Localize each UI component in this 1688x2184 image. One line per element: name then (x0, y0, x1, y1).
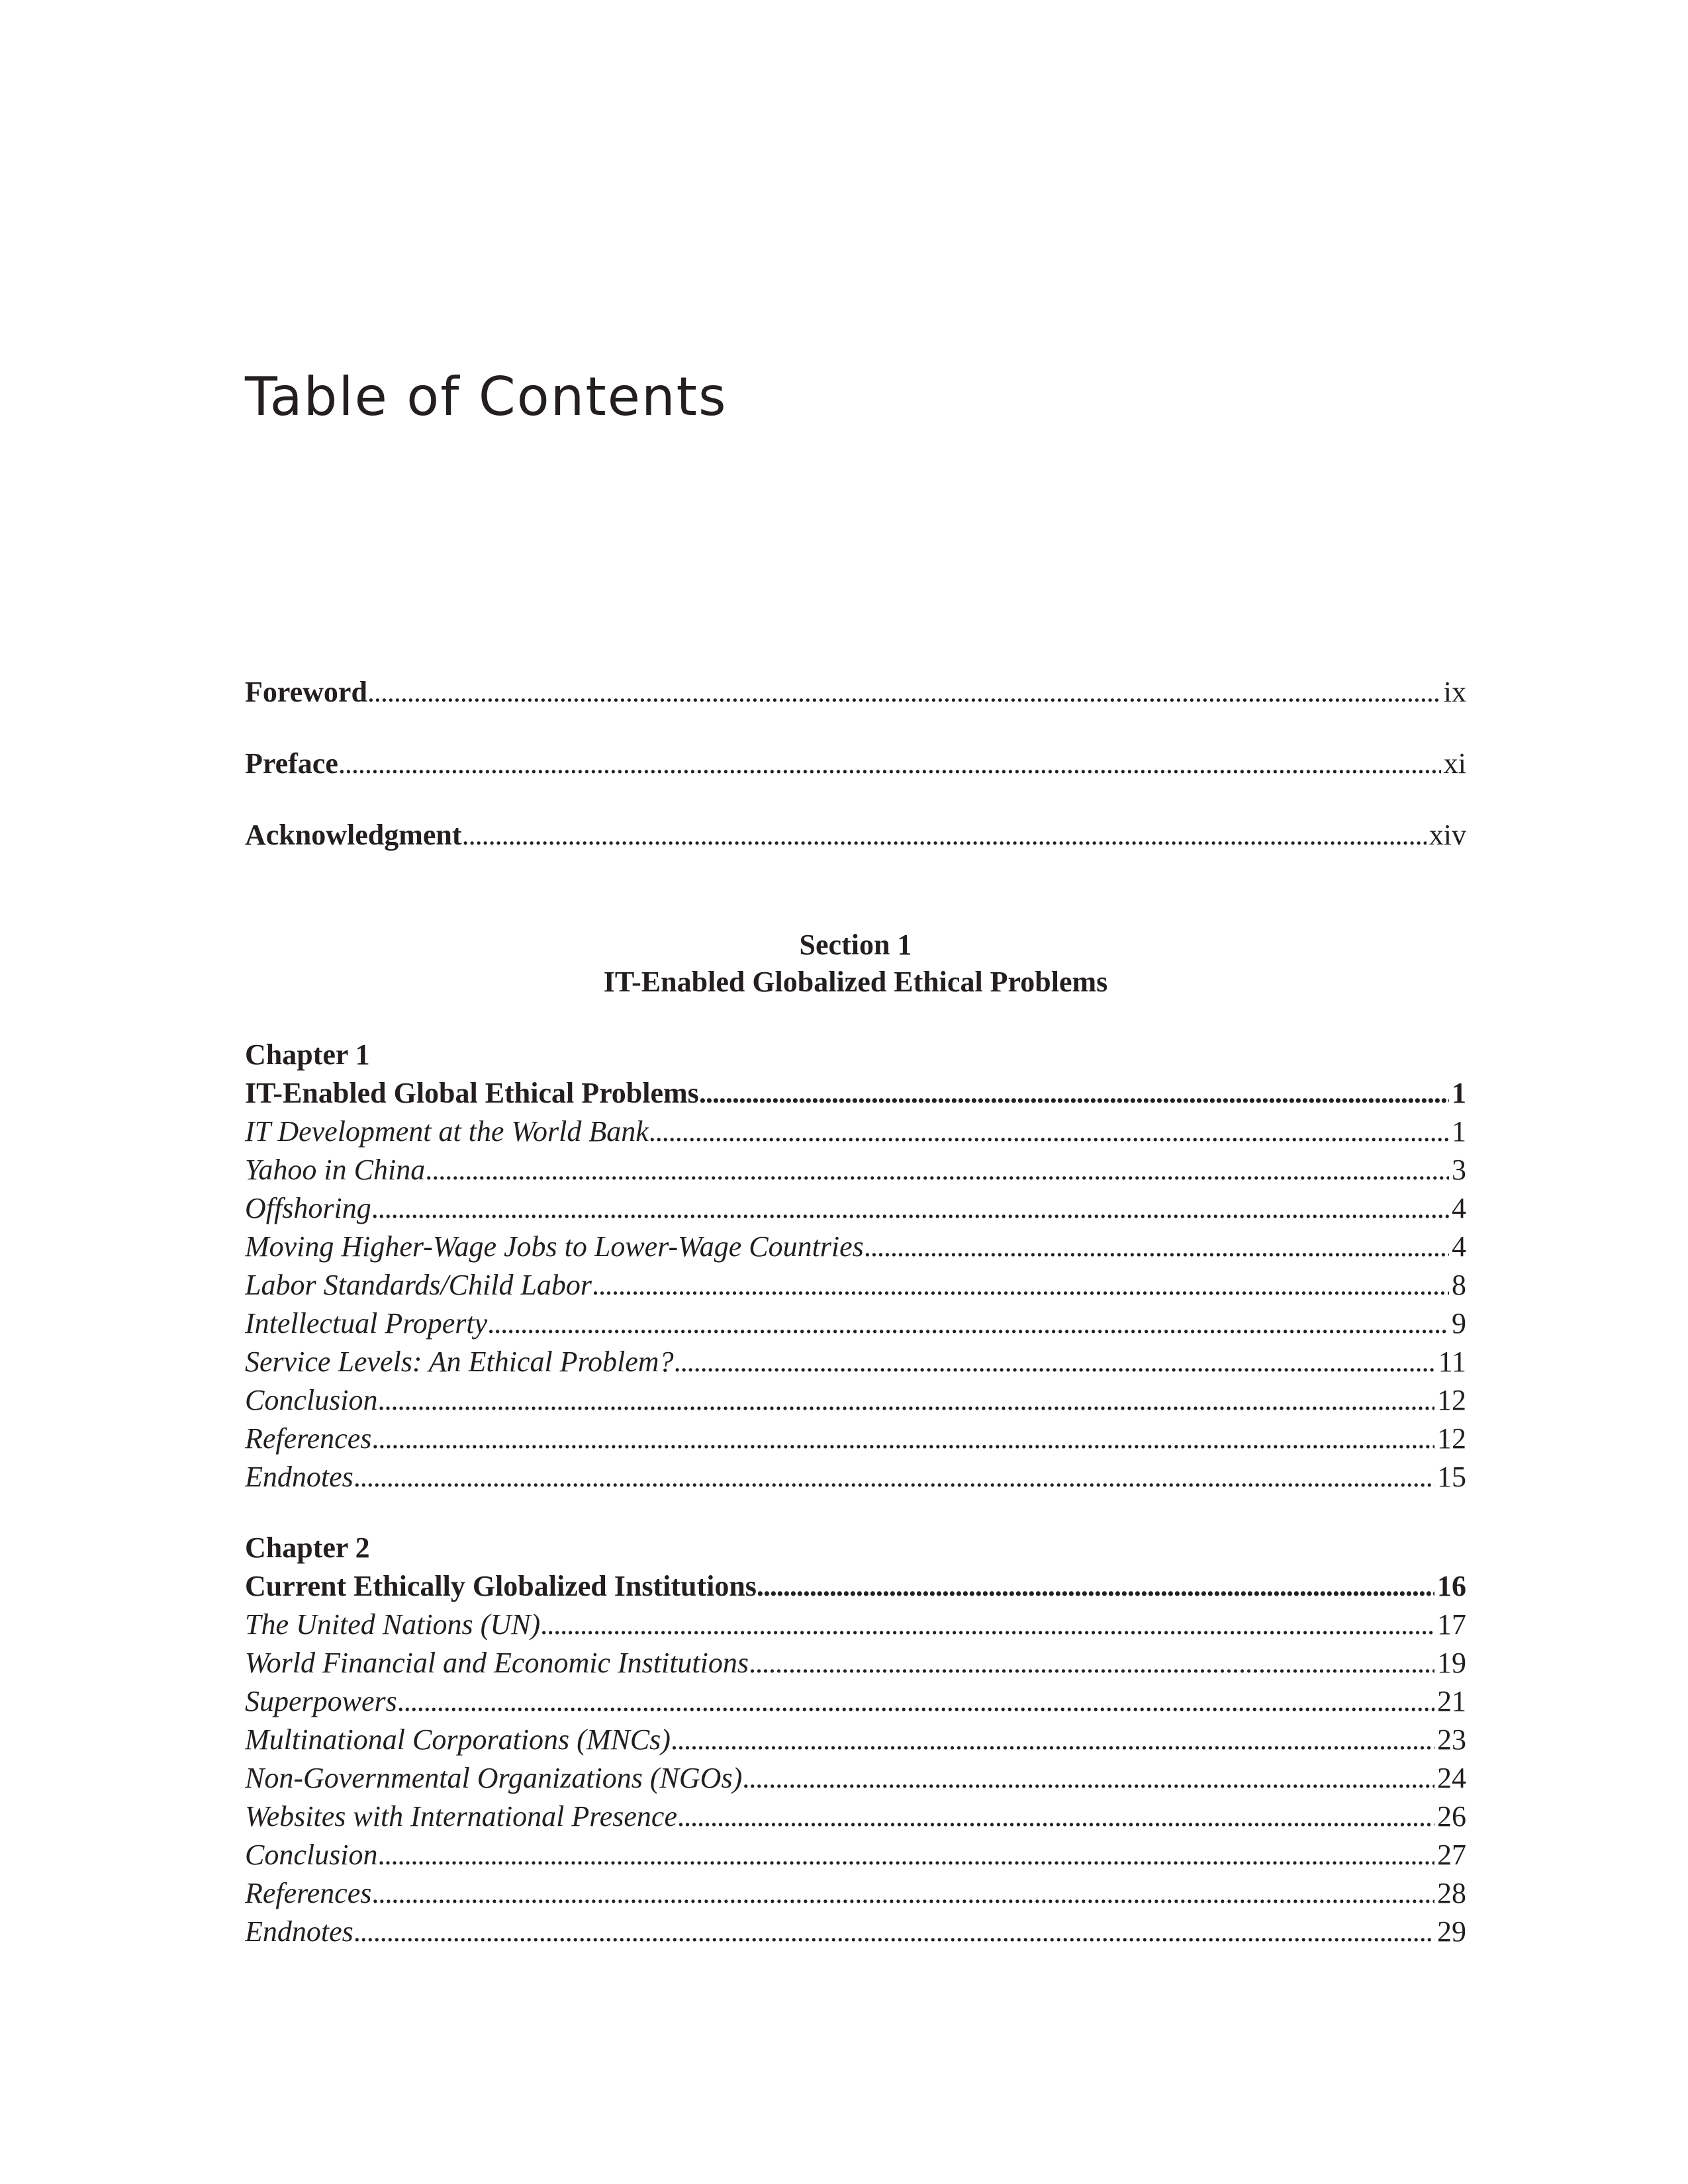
dot-leader (742, 1759, 1434, 1797)
toc-entry-page: 17 (1437, 1608, 1466, 1641)
toc-entry-page: 4 (1452, 1230, 1466, 1263)
chapter-number: Chapter 2 (245, 1531, 370, 1564)
dot-leader (671, 1721, 1434, 1759)
toc-entry-page: xi (1443, 747, 1466, 780)
dot-leader (367, 675, 1441, 709)
toc-entry-label: Yahoo in China (245, 1154, 426, 1186)
toc-entry-page: 29 (1437, 1915, 1466, 1948)
toc-entry-label: The United Nations (UN) (245, 1608, 541, 1641)
toc-entry[interactable] (245, 1420, 1466, 1458)
toc-entry-label: Labor Standards/Child Labor (245, 1269, 592, 1301)
toc-entry-page: 12 (1437, 1384, 1466, 1416)
toc-entry[interactable] (245, 1381, 1466, 1420)
toc-entry-acknowledgment[interactable] (245, 818, 1466, 889)
toc-entry[interactable] (245, 1606, 1466, 1644)
toc-entry-page: 23 (1437, 1723, 1466, 1756)
dot-leader (353, 1458, 1434, 1496)
toc-entry-page: 21 (1437, 1685, 1466, 1717)
toc-entry-label: Conclusion (245, 1384, 378, 1416)
toc-entry[interactable] (245, 1151, 1466, 1189)
toc-entry-label: Endnotes (245, 1461, 353, 1493)
toc-entry-page: xiv (1429, 819, 1466, 851)
dot-leader (699, 1074, 1449, 1113)
dot-leader (371, 1420, 1434, 1458)
toc-entry-label: Acknowledgment (245, 819, 462, 851)
toc-entry-page: 28 (1437, 1877, 1466, 1909)
dot-leader (353, 1913, 1434, 1951)
dot-leader (338, 747, 1441, 780)
toc-entry-label: Intellectual Property (245, 1307, 488, 1340)
dot-leader (677, 1797, 1434, 1836)
dot-leader (674, 1343, 1436, 1381)
chapter-title: IT-Enabled Global Ethical Problems (245, 1077, 699, 1109)
toc-entry-label: Offshoring (245, 1192, 371, 1224)
dot-leader (540, 1606, 1434, 1644)
toc-entry-label: Non-Governmental Organizations (NGOs) (245, 1762, 743, 1794)
toc-entry-label: References (245, 1877, 372, 1909)
dot-leader (462, 818, 1427, 852)
toc-entry-label: Moving Higher-Wage Jobs to Lower-Wage Countries (245, 1230, 864, 1263)
dot-leader (749, 1644, 1434, 1682)
toc-entry-foreword[interactable] (245, 675, 1466, 747)
dot-leader (592, 1266, 1449, 1304)
toc-entry[interactable] (245, 1682, 1466, 1721)
toc-entry[interactable] (245, 1228, 1466, 1266)
toc-entry[interactable] (245, 1458, 1466, 1496)
dot-leader (371, 1189, 1449, 1228)
toc-entry-page: 3 (1452, 1154, 1466, 1186)
toc-entry-page: 12 (1437, 1422, 1466, 1455)
dot-leader (649, 1113, 1449, 1151)
section-number: Section 1 (799, 929, 912, 961)
toc-entry-label: World Financial and Economic Institutions (245, 1647, 749, 1679)
dot-leader (425, 1151, 1449, 1189)
toc-entry-label: Websites with International Presence (245, 1800, 677, 1833)
toc-entry[interactable] (245, 1913, 1466, 1951)
section-title: IT-Enabled Globalized Ethical Problems (603, 966, 1108, 998)
dot-leader (377, 1381, 1434, 1420)
chapter-number: Chapter 1 (245, 1038, 370, 1071)
toc-entry[interactable] (245, 1266, 1466, 1304)
toc-entry-page: 9 (1452, 1307, 1466, 1340)
front-matter-list (245, 675, 1466, 889)
toc-entry[interactable] (245, 1759, 1466, 1797)
toc-entry-label: Conclusion (245, 1839, 378, 1871)
toc-entry-label: References (245, 1422, 372, 1455)
toc-entry-label: Service Levels: An Ethical Problem? (245, 1345, 674, 1378)
chapter-title-entry[interactable] (245, 1567, 1466, 1606)
toc-entry[interactable] (245, 1836, 1466, 1874)
toc-entry[interactable] (245, 1189, 1466, 1228)
chapter-title-entry[interactable] (245, 1074, 1466, 1113)
toc-entry-page: 1 (1452, 1115, 1466, 1148)
page-title: Table of Contents (245, 366, 727, 428)
section-heading (245, 927, 1466, 1001)
toc-entry-preface[interactable] (245, 747, 1466, 818)
dot-leader (487, 1304, 1449, 1343)
toc-entry-label: Endnotes (245, 1915, 353, 1948)
toc-entry[interactable] (245, 1113, 1466, 1151)
toc-entry-page: 11 (1438, 1345, 1466, 1378)
chapter-title: Current Ethically Globalized Institutions (245, 1570, 757, 1602)
toc-entry-page: 26 (1437, 1800, 1466, 1833)
toc-entry[interactable] (245, 1304, 1466, 1343)
toc-entry-page: 4 (1452, 1192, 1466, 1224)
toc-entry-label: IT Development at the World Bank (245, 1115, 649, 1148)
toc-entry[interactable] (245, 1874, 1466, 1913)
dot-leader (377, 1836, 1434, 1874)
toc-entry-label: Preface (245, 747, 338, 780)
toc-entry-label: Multinational Corporations (MNCs) (245, 1723, 671, 1756)
toc-entry-label: Superpowers (245, 1685, 397, 1717)
toc-entry-label: Foreword (245, 676, 367, 708)
toc-entry-page: 15 (1437, 1461, 1466, 1493)
toc-entry-page: 8 (1452, 1269, 1466, 1301)
dot-leader (371, 1874, 1434, 1913)
dot-leader (864, 1228, 1449, 1266)
toc-entry-page: 24 (1437, 1762, 1466, 1794)
chapter-page: 1 (1452, 1077, 1466, 1109)
toc-entry[interactable] (245, 1644, 1466, 1682)
dot-leader (757, 1567, 1434, 1606)
toc-entry-page: ix (1443, 676, 1466, 708)
chapter-2 (245, 1529, 1466, 1951)
toc-entry[interactable] (245, 1797, 1466, 1836)
toc-entry[interactable] (245, 1343, 1466, 1381)
toc-entry-page: 19 (1437, 1647, 1466, 1679)
chapter-1 (245, 1036, 1466, 1496)
dot-leader (397, 1682, 1434, 1721)
chapter-page: 16 (1437, 1570, 1466, 1602)
toc-entry-page: 27 (1437, 1839, 1466, 1871)
toc-entry[interactable] (245, 1721, 1466, 1759)
